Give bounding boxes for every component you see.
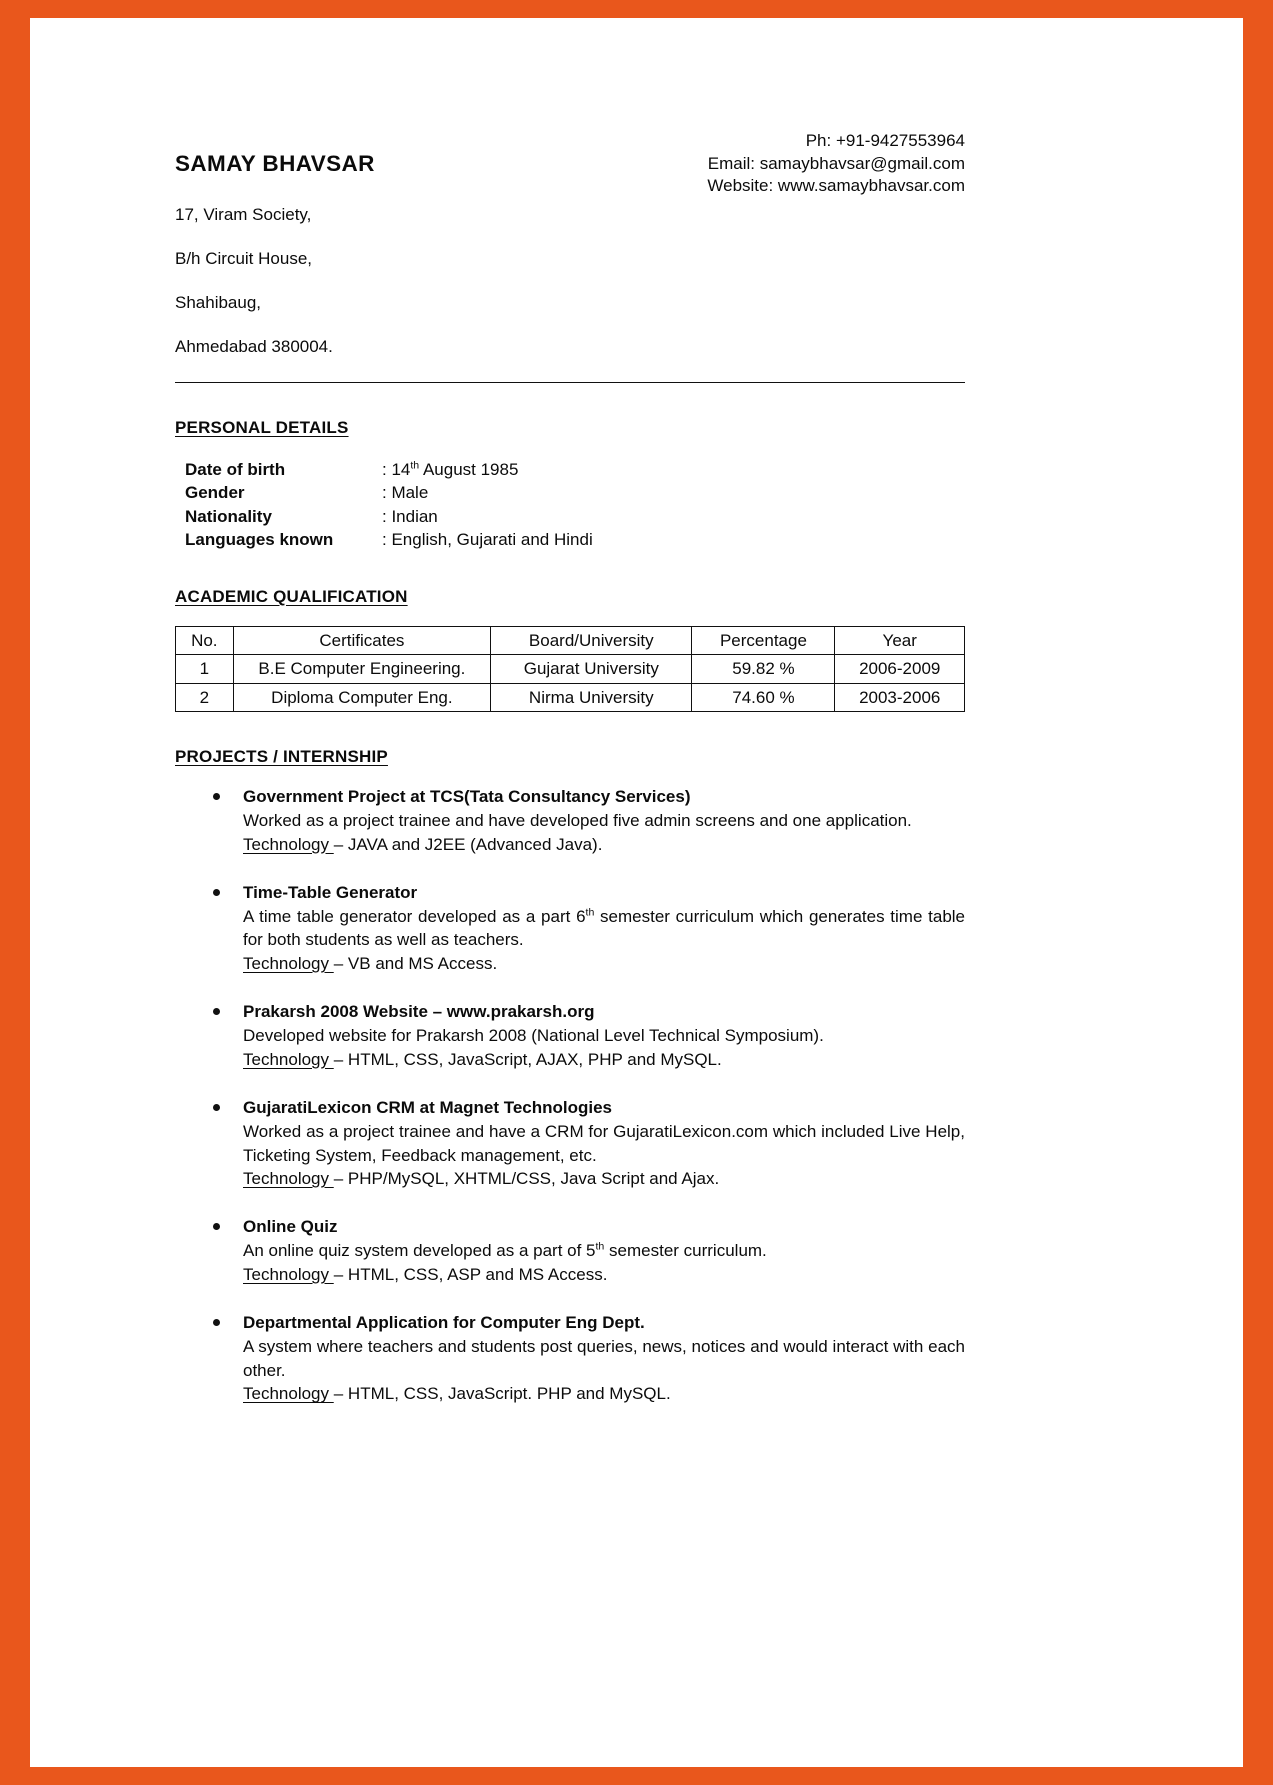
detail-value-gender: : Male bbox=[382, 483, 429, 503]
technology-label: Technology bbox=[243, 1169, 334, 1189]
project-description: Worked as a project trainee and have a CRM for GujaratiLexicon.com which included Live Help, Ticketing System, Feedback management, etc. bbox=[243, 1122, 965, 1165]
detail-label-languages: Languages known bbox=[185, 530, 334, 550]
address-line-4: Ahmedabad 380004. bbox=[175, 337, 333, 357]
detail-value-dob: : 14th August 1985 bbox=[382, 459, 519, 479]
column-header-board: Board/University bbox=[491, 627, 692, 655]
project-technology-line bbox=[243, 1167, 965, 1190]
project-description: Worked as a project trainee and have developed five admin screens and one application. bbox=[243, 811, 912, 831]
projects-list bbox=[175, 786, 965, 1405]
technology-label: Technology bbox=[243, 1264, 334, 1284]
technology-value: – JAVA and J2EE (Advanced Java). bbox=[333, 834, 603, 854]
technology-value: – VB and MS Access. bbox=[333, 953, 498, 973]
column-header-no: No. bbox=[176, 627, 234, 655]
technology-value: – HTML, CSS, ASP and MS Access. bbox=[333, 1264, 608, 1284]
project-title: Departmental Application for Computer Eng Dept. bbox=[243, 1313, 645, 1333]
cell-year: 2003-2006 bbox=[835, 683, 965, 711]
academic-heading-wrap bbox=[175, 586, 965, 608]
project-description: An online quiz system developed as a part of 5th semester curriculum. bbox=[243, 1240, 767, 1261]
cell-board: Nirma University bbox=[491, 683, 692, 711]
technology-value: – HTML, CSS, JavaScript, AJAX, PHP and MySQL. bbox=[333, 1049, 722, 1069]
detail-value-nationality: : Indian bbox=[382, 506, 438, 526]
section-heading-projects-internship: PROJECTS / INTERNSHIP bbox=[175, 746, 388, 766]
bullet-icon bbox=[213, 1008, 220, 1015]
technology-value: – PHP/MySQL, XHTML/CSS, Java Script and Ajax. bbox=[333, 1169, 720, 1189]
technology-label: Technology bbox=[243, 953, 334, 973]
table-header-row bbox=[176, 627, 965, 655]
detail-label-nationality: Nationality bbox=[185, 506, 272, 526]
project-title: Time-Table Generator bbox=[243, 883, 418, 903]
project-technology-line bbox=[243, 833, 965, 856]
bullet-icon bbox=[213, 1319, 220, 1326]
resume-content bbox=[175, 128, 965, 1432]
list-item bbox=[175, 786, 965, 856]
academic-qualification-table bbox=[175, 626, 965, 712]
personal-detail-row bbox=[185, 458, 965, 481]
list-item bbox=[175, 1097, 965, 1190]
column-header-percentage: Percentage bbox=[692, 627, 835, 655]
section-heading-personal-details: PERSONAL DETAILS bbox=[175, 418, 349, 438]
cell-board: Gujarat University bbox=[491, 655, 692, 683]
list-item bbox=[175, 1216, 965, 1286]
list-item bbox=[175, 1312, 965, 1405]
phone-line: Ph: +91-9427553964 bbox=[805, 131, 965, 150]
project-technology-line bbox=[243, 1382, 965, 1405]
bullet-icon bbox=[213, 793, 220, 800]
bullet-icon bbox=[213, 1223, 220, 1230]
personal-detail-row bbox=[185, 481, 965, 504]
personal-detail-row bbox=[185, 528, 965, 551]
project-description: A system where teachers and students post queries, news, notices and would interact with each other. bbox=[243, 1337, 965, 1380]
detail-label-dob: Date of birth bbox=[185, 459, 286, 479]
cell-no: 2 bbox=[176, 683, 234, 711]
project-title: Online Quiz bbox=[243, 1217, 338, 1237]
projects-heading-wrap bbox=[175, 746, 965, 768]
cell-year: 2006-2009 bbox=[835, 655, 965, 683]
cell-percentage: 74.60 % bbox=[692, 683, 835, 711]
project-description: Developed website for Prakarsh 2008 (National Level Technical Symposium). bbox=[243, 1026, 824, 1046]
personal-details-list bbox=[185, 458, 965, 552]
list-item bbox=[175, 882, 965, 975]
list-item bbox=[175, 1001, 965, 1071]
detail-label-gender: Gender bbox=[185, 483, 245, 503]
technology-label: Technology bbox=[243, 1384, 334, 1404]
project-technology-line bbox=[243, 1048, 965, 1071]
page-title: SAMAY BHAVSAR bbox=[175, 151, 375, 177]
address-line-1: 17, Viram Society, bbox=[175, 205, 312, 225]
resume-page bbox=[30, 18, 1243, 1767]
address-line-3: Shahibaug, bbox=[175, 293, 262, 313]
personal-detail-row bbox=[185, 505, 965, 528]
technology-label: Technology bbox=[243, 1049, 334, 1069]
project-title: Government Project at TCS(Tata Consultancy Services) bbox=[243, 787, 691, 807]
resume-header bbox=[175, 128, 965, 380]
project-title: Prakarsh 2008 Website – www.prakarsh.org bbox=[243, 1002, 595, 1022]
website-line: Website: www.samaybhavsar.com bbox=[707, 176, 965, 196]
project-title: GujaratiLexicon CRM at Magnet Technologies bbox=[243, 1098, 613, 1118]
project-description: A time table generator developed as a part 6th semester curriculum which generates time table for both students as well as teachers. bbox=[243, 906, 966, 950]
detail-value-languages: : English, Gujarati and Hindi bbox=[382, 530, 593, 550]
header-contact-block bbox=[707, 128, 965, 198]
address-line-2: B/h Circuit House, bbox=[175, 249, 312, 269]
column-header-year: Year bbox=[835, 627, 965, 655]
email-line: Email: samaybhavsar@gmail.com bbox=[707, 153, 965, 173]
header-divider bbox=[175, 382, 965, 383]
bullet-icon bbox=[213, 1104, 220, 1111]
cell-percentage: 59.82 % bbox=[692, 655, 835, 683]
project-technology-line bbox=[243, 952, 965, 975]
column-header-certificates: Certificates bbox=[233, 627, 491, 655]
bullet-icon bbox=[213, 889, 220, 896]
cell-no: 1 bbox=[176, 655, 234, 683]
section-heading-academic-qualification: ACADEMIC QUALIFICATION bbox=[175, 586, 408, 606]
table-row bbox=[176, 655, 965, 683]
cell-certificate: B.E Computer Engineering. bbox=[233, 655, 491, 683]
technology-value: – HTML, CSS, JavaScript. PHP and MySQL. bbox=[333, 1384, 671, 1404]
technology-label: Technology bbox=[243, 834, 334, 854]
cell-certificate: Diploma Computer Eng. bbox=[233, 683, 491, 711]
personal-details-heading-wrap bbox=[175, 417, 965, 439]
table-row bbox=[176, 683, 965, 711]
header-left-block bbox=[175, 128, 375, 380]
project-technology-line bbox=[243, 1263, 965, 1286]
